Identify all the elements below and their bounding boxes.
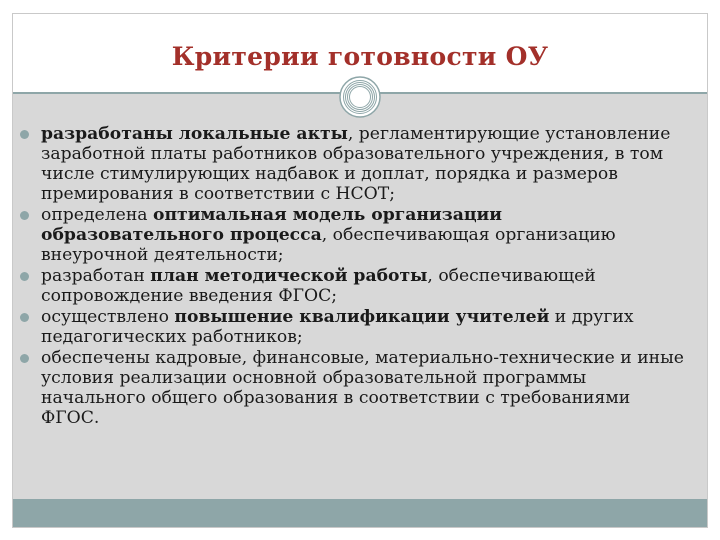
bullet-icon — [20, 272, 29, 281]
bullet-icon — [20, 130, 29, 139]
item-pre-text: определена — [41, 205, 153, 225]
item-pre-text: осуществлено — [41, 307, 175, 327]
item-bold-text: повышение квалификации учителей — [174, 307, 550, 327]
item-text: , обеспечивающая организацию внеурочной деятельности; — [41, 225, 616, 265]
criteria-list — [20, 124, 688, 429]
circle-ornament-icon — [339, 76, 381, 118]
bullet-icon — [20, 313, 29, 322]
list-item — [20, 205, 688, 265]
item-text: , обеспечивающей сопровождение введения ФГОС; — [41, 266, 596, 306]
bullet-icon — [20, 211, 29, 220]
item-pre-text: разработан — [41, 266, 151, 286]
slide-title: Критерии готовности ОУ — [171, 42, 549, 71]
item-bold-text: разработаны локальные акты — [41, 124, 348, 144]
bottom-bar — [13, 499, 707, 527]
list-item — [20, 348, 688, 428]
list-item — [20, 124, 688, 204]
item-bold-text: оптимальная модель организации образовательного процесса — [41, 205, 503, 245]
list-item — [20, 266, 688, 306]
list-item — [20, 307, 688, 347]
item-text: обеспечены кадровые, финансовые, материально-технические и иные условия реализации основной образовательной программы начального общего образования в соответствии с требованиями ФГОС. — [41, 348, 684, 428]
bullet-icon — [20, 354, 29, 363]
item-bold-text: план методической работы — [150, 266, 428, 286]
item-text: , регламентирующие установление заработной платы работников образовательного учреждения, в том числе стимулирующих надбавок и доплат, порядка и размеров премирования в соответствии с НСОТ; — [41, 124, 671, 204]
item-text: и других педагогических работников; — [41, 307, 634, 347]
